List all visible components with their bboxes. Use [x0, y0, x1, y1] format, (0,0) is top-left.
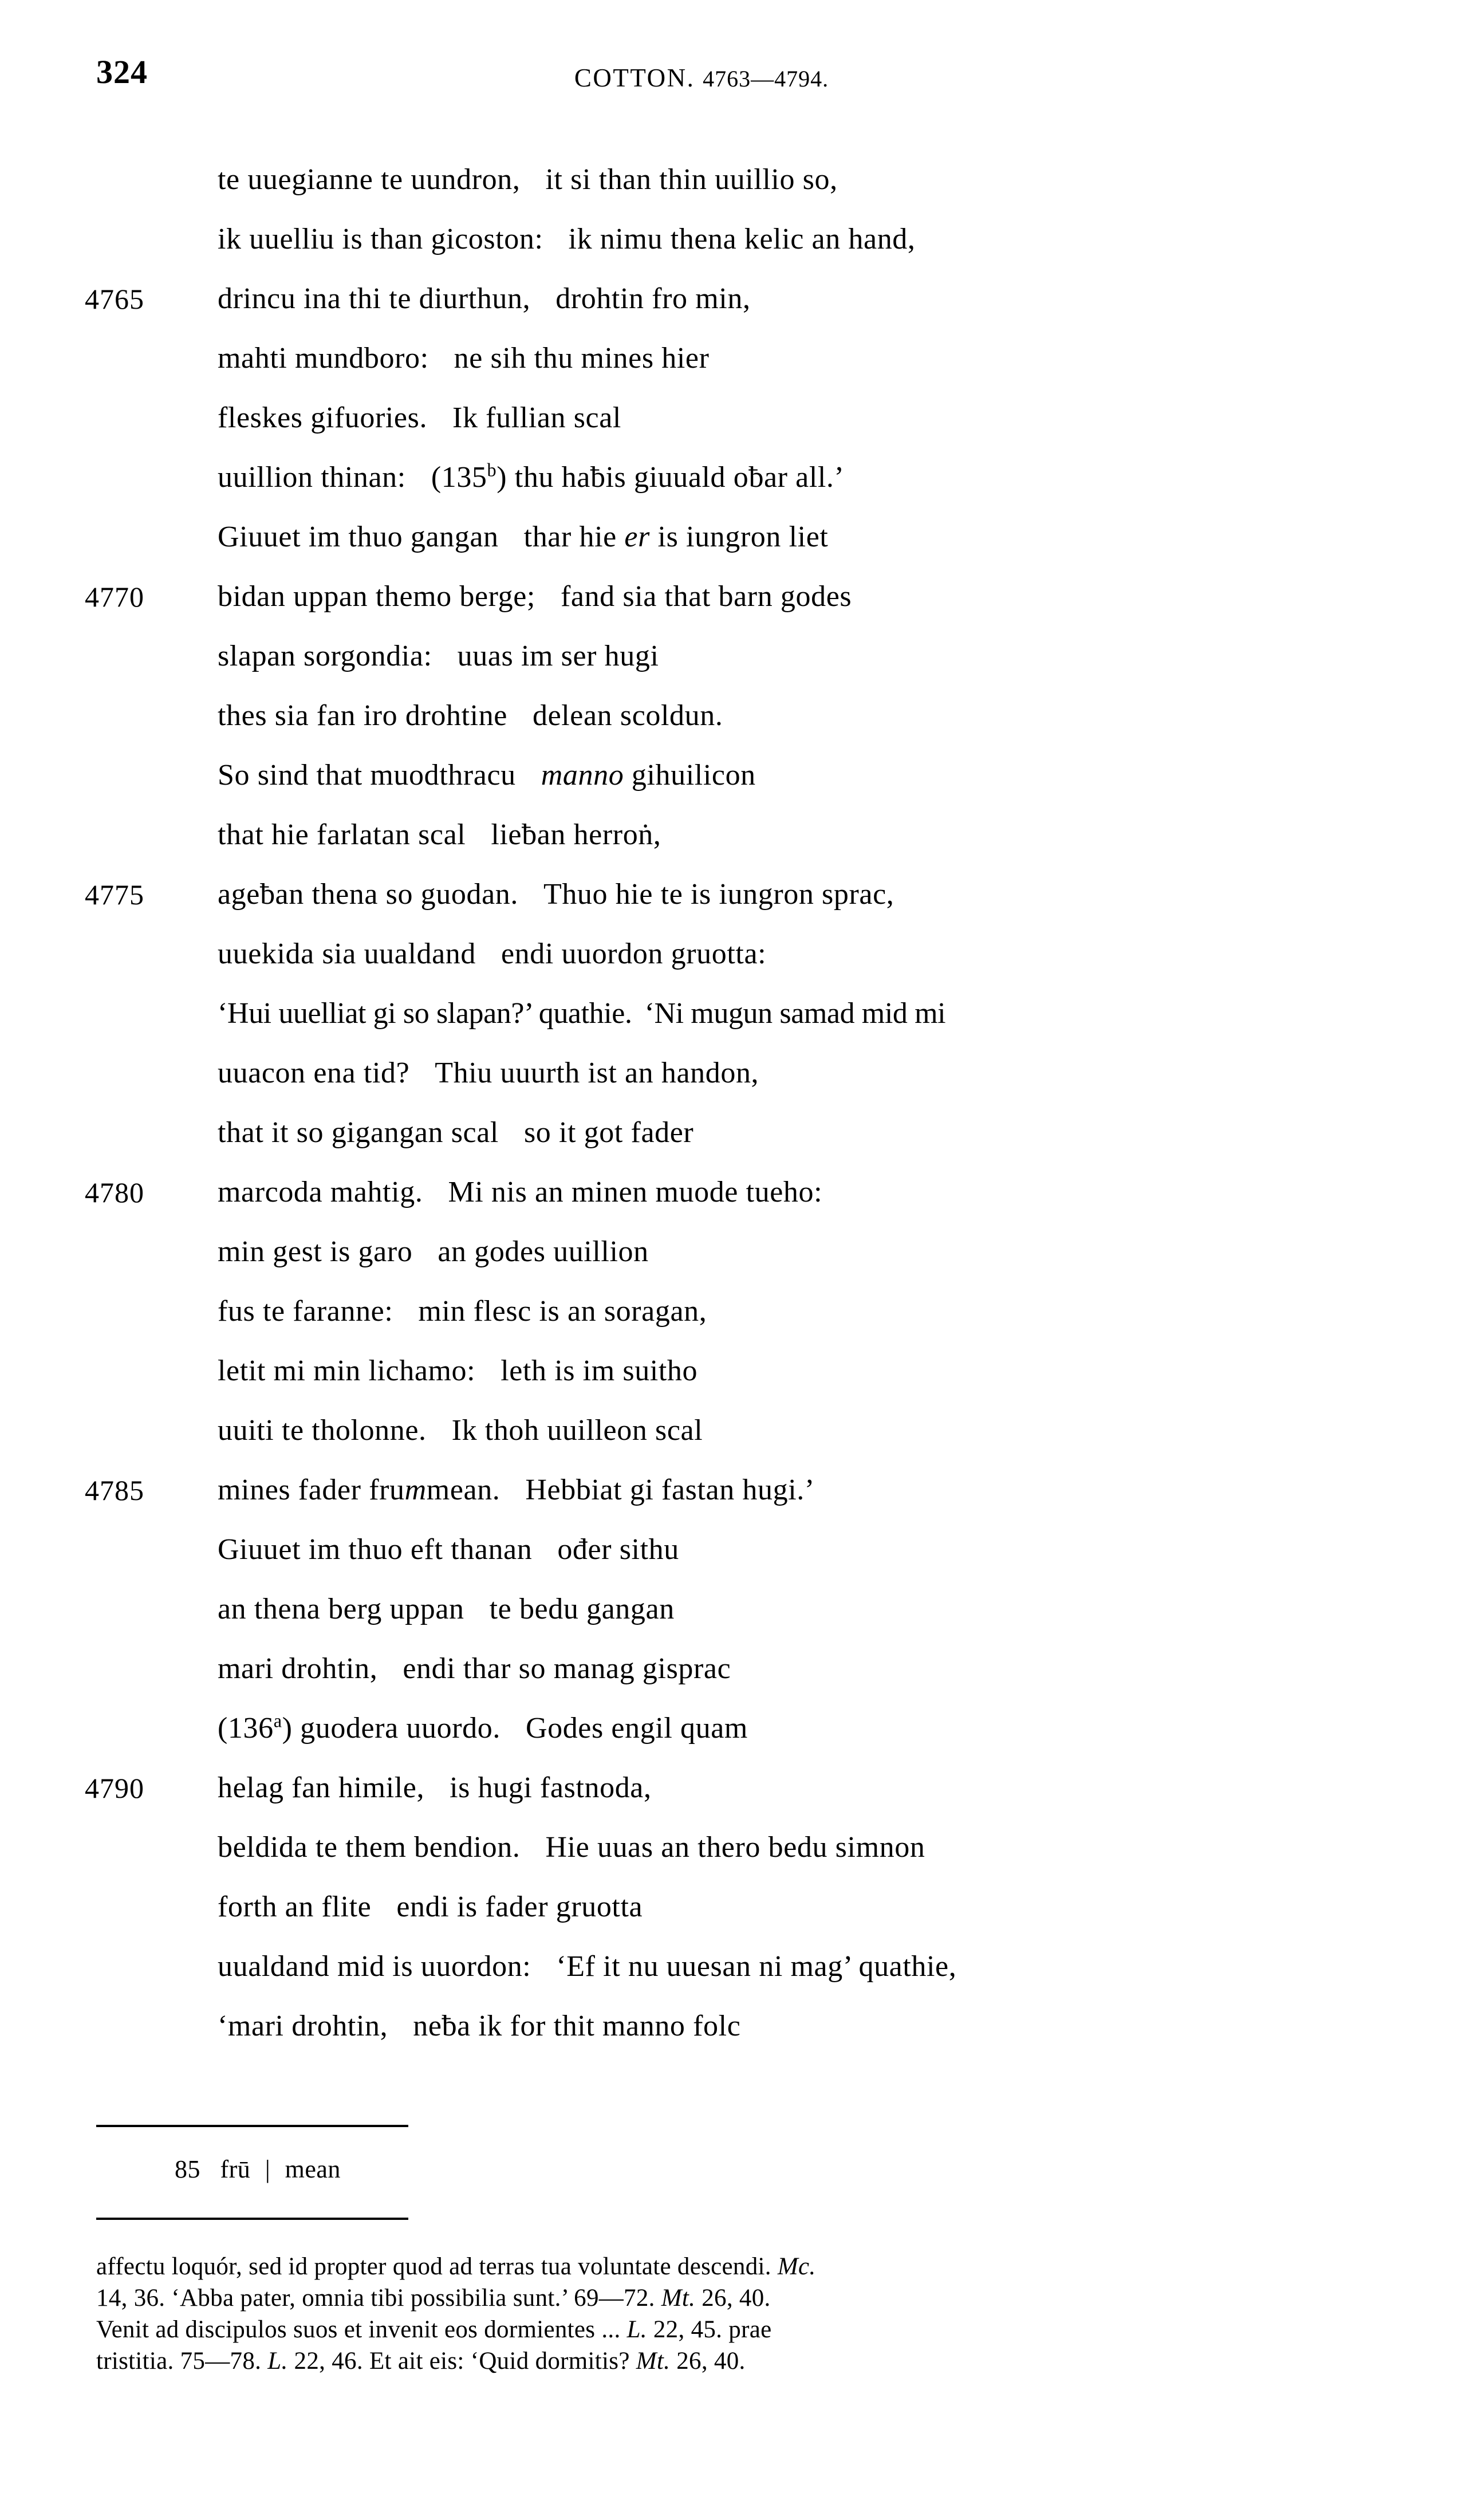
- latin-note-line: [96, 2251, 1413, 2282]
- apparatus-reading-a: frū: [220, 2155, 251, 2183]
- caesura-gap: [499, 1103, 524, 1163]
- latin-note-run: 26, 40.: [695, 2285, 771, 2312]
- verse-text-run: marcoda mahtig.: [218, 1176, 423, 1208]
- caesura-gap: [520, 1818, 545, 1877]
- verse-line: [0, 1818, 1466, 1877]
- running-head-line-range: 4763—4794.: [703, 66, 829, 92]
- caesura-gap: [412, 1222, 438, 1282]
- verse-line: [0, 1877, 1466, 1937]
- verse-line-text: [218, 746, 756, 805]
- verse-line-text: [218, 1044, 759, 1103]
- verse-text-run: ‘Ef it nu uuesan ni mag’ quathie,: [556, 1950, 957, 1983]
- verse-text-run: drohtin fro min,: [555, 282, 751, 315]
- verse-line: [0, 567, 1466, 627]
- verse-line: [0, 746, 1466, 805]
- latin-note-line: [96, 2282, 1413, 2314]
- verse-line-text: [218, 1520, 679, 1580]
- latin-note-run: 14, 36. ‘Abba pater, omnia tibi possibilia sunt.’ 69—72.: [96, 2285, 661, 2312]
- caesura-gap: [516, 746, 541, 805]
- verse-text-run: Mi nis an minen muode tueho:: [448, 1176, 823, 1208]
- verse-text-run: ik nimu thena kelic an hand,: [568, 223, 916, 255]
- verse-line-text: [218, 1401, 703, 1460]
- verse-text-run: uualdand mid is uuordon:: [218, 1950, 531, 1983]
- verse-text-run: fand sia that barn godes: [560, 580, 852, 613]
- caesura-gap: [393, 1282, 418, 1341]
- verse-line: [0, 1222, 1466, 1282]
- verse-text-run: min flesc is an soragan,: [418, 1295, 707, 1328]
- verse-line-number: 4785: [85, 1474, 144, 1506]
- verse-line: [0, 1401, 1466, 1460]
- verse-text-run: thes sia fan iro drohtine: [218, 699, 507, 732]
- verse-text-run: neƀa ik for thit manno folc: [413, 2010, 741, 2042]
- scripture-sigil: L.: [267, 2348, 288, 2375]
- verse-line-text: [218, 150, 838, 210]
- verse-text-run: So sind that muodthracu: [218, 759, 516, 792]
- verse-text-run: (136: [218, 1712, 274, 1745]
- verse-text-run: uuiti te tholonne.: [218, 1414, 427, 1447]
- verse-text-run: endi thar so manag gisprac: [403, 1652, 731, 1685]
- verse-text-run: te bedu gangan: [489, 1593, 675, 1625]
- verse-text-run: uuillion thinan:: [218, 461, 406, 494]
- verse-line-text: [218, 1997, 740, 2056]
- running-head-sigil: COTTON.: [574, 64, 695, 92]
- verse-line-number: 4780: [85, 1176, 144, 1208]
- verse-text-run: thar hie: [523, 521, 625, 553]
- caesura-gap: [507, 686, 533, 746]
- latin-note-run: affectu loquór, sed id propter quod ad terras tua voluntate descendi.: [96, 2253, 778, 2280]
- verse-line: [0, 1282, 1466, 1341]
- verse-line: [0, 1460, 1466, 1520]
- verse-text-run: ‘Hui uuelliat gi so slapan?’ quathie.: [218, 997, 632, 1030]
- verse-line-text: [218, 567, 852, 627]
- verse-line-text: [218, 507, 828, 567]
- verse-line-text: [218, 865, 894, 924]
- verse-text-run: fus te faranne:: [218, 1295, 393, 1328]
- verse-line-text: [218, 210, 916, 269]
- verse-text-run: uuas im ser hugi: [457, 640, 659, 672]
- verse-text-run: drincu ina thi te diurthun,: [218, 282, 531, 315]
- caesura-gap: [530, 269, 555, 329]
- verse-line-text: [218, 984, 945, 1044]
- emphasis-text: manno: [541, 759, 624, 792]
- verse-text-run: mari drohtin,: [218, 1652, 378, 1685]
- caesura-gap: [464, 1580, 490, 1639]
- emphasis-text: er: [624, 521, 650, 553]
- latin-note-run: 22, 46. Et ait eis: ‘Quid dormitis?: [287, 2348, 636, 2375]
- verse-line: [0, 865, 1466, 924]
- scripture-sigil: Mc.: [777, 2253, 816, 2280]
- caesura-gap: [423, 1163, 448, 1222]
- apparatus-line-number: 85: [175, 2155, 200, 2183]
- verse-line: [0, 1699, 1466, 1758]
- scripture-sigil: Mt.: [661, 2285, 696, 2312]
- verse-line-number: 4790: [85, 1772, 144, 1804]
- verse-line: [0, 1997, 1466, 2056]
- verse-text-run: bidan uppan themo berge;: [218, 580, 535, 613]
- latin-note-run: 22, 45. prae: [647, 2316, 772, 2343]
- apparatus-note: [175, 2155, 341, 2184]
- caesura-gap: [432, 627, 458, 686]
- verse-text-run: beldida te them bendion.: [218, 1831, 521, 1864]
- folio-superscript: b: [487, 459, 497, 481]
- verse-text-run: Ik thoh uuilleon scal: [451, 1414, 703, 1447]
- verse-text-run: that it so gigangan scal: [218, 1116, 499, 1149]
- verse-line: [0, 1580, 1466, 1639]
- caesura-gap: [532, 1520, 557, 1580]
- verse-line-number: 4765: [85, 283, 144, 315]
- apparatus-rule-bottom: [96, 2218, 408, 2220]
- verse-line: [0, 507, 1466, 567]
- verse-text-run: is hugi fastnoda,: [450, 1771, 652, 1804]
- verse-text-run: delean scoldun.: [532, 699, 723, 732]
- verse-line-text: [218, 1341, 697, 1401]
- verse-line: [0, 1103, 1466, 1163]
- verse-line: [0, 686, 1466, 746]
- verse-text-run: gihuilicon: [624, 759, 756, 792]
- verse-body: [0, 150, 1466, 2056]
- caesura-gap: [501, 1699, 526, 1758]
- verse-text-run: min gest is garo: [218, 1235, 413, 1268]
- caesura-gap: [427, 1401, 452, 1460]
- verse-text-run: fleskes gifuories.: [218, 401, 428, 434]
- verse-line-text: [218, 1580, 675, 1639]
- scripture-sigil: L.: [626, 2316, 647, 2343]
- verse-line: [0, 1520, 1466, 1580]
- caesura-gap: [476, 924, 501, 984]
- verse-line: [0, 388, 1466, 448]
- verse-text-run: Hebbiat gi fastan hugi.’: [525, 1474, 815, 1506]
- caesura-gap: [500, 1460, 525, 1520]
- verse-text-run: ođer sithu: [557, 1533, 679, 1566]
- verse-line: [0, 1937, 1466, 1997]
- verse-text-run: Godes engil quam: [525, 1712, 748, 1745]
- verse-line: [0, 1341, 1466, 1401]
- verse-line: [0, 1163, 1466, 1222]
- verse-line-text: [218, 388, 621, 448]
- verse-text-run: Giuuet im thuo gangan: [218, 521, 499, 553]
- verse-line: [0, 150, 1466, 210]
- latin-note-line: [96, 2314, 1413, 2345]
- verse-line-number: 4775: [85, 879, 144, 911]
- verse-text-run: Thuo hie te is iungron sprac,: [543, 878, 894, 911]
- verse-text-run: slapan sorgondia:: [218, 640, 432, 672]
- verse-text-run: so it got fader: [523, 1116, 694, 1149]
- caesura-gap: [475, 1341, 501, 1401]
- caesura-gap: [409, 1044, 435, 1103]
- verse-line: [0, 269, 1466, 329]
- verse-text-run: Giuuet im thuo eft thanan: [218, 1533, 533, 1566]
- verse-line-text: [218, 1818, 925, 1877]
- verse-line-text: [218, 1758, 652, 1818]
- verse-text-run: Thiu uuurth ist an handon,: [435, 1057, 759, 1089]
- verse-line-text: [218, 1460, 815, 1520]
- caesura-gap: [427, 388, 452, 448]
- verse-text-run: ) guodera uuordo.: [282, 1712, 501, 1745]
- verse-text-run: an thena berg uppan: [218, 1593, 464, 1625]
- verse-line: [0, 1639, 1466, 1699]
- verse-text-run: mahti mundboro:: [218, 342, 429, 375]
- verse-text-run: is iungron liet: [649, 521, 829, 553]
- latin-note-run: tristitia. 75—78.: [96, 2348, 268, 2375]
- verse-text-run: endi is fader gruotta: [396, 1891, 643, 1923]
- verse-line-text: [218, 1282, 707, 1341]
- running-head: [0, 0, 1466, 92]
- emphasis-text: m: [404, 1474, 427, 1506]
- verse-line-text: [218, 686, 723, 746]
- verse-text-run: that hie farlatan scal: [218, 818, 466, 851]
- verse-text-run: uuacon ena tid?: [218, 1057, 410, 1089]
- latin-note-line: [96, 2345, 1413, 2377]
- caesura-gap: [377, 1639, 403, 1699]
- latin-note-run: 26, 40.: [670, 2348, 746, 2375]
- verse-line-text: [218, 1163, 822, 1222]
- verse-text-run: it si than thin uuillio so,: [545, 163, 838, 196]
- verse-line-text: [218, 448, 844, 507]
- verse-text-run: mines fader fru: [218, 1474, 405, 1506]
- verse-text-run: ) thu haƀis giuuald oƀar all.’: [496, 461, 845, 494]
- verse-line: [0, 210, 1466, 269]
- verse-line: [0, 984, 1466, 1044]
- latin-note-run: Venit ad discipulos suos et invenit eos dormientes ...: [96, 2316, 627, 2343]
- caesura-gap: [406, 448, 431, 507]
- verse-line-text: [218, 805, 661, 865]
- caesura-gap: [531, 1937, 556, 1997]
- verse-line-text: [218, 329, 710, 388]
- verse-text-run: Hie uuas an thero bedu simnon: [545, 1831, 925, 1864]
- verse-text-run: ne sih thu mines hier: [454, 342, 710, 375]
- verse-line-text: [218, 1103, 693, 1163]
- caesura-gap: [466, 805, 491, 865]
- verse-line: [0, 329, 1466, 388]
- caesura-gap: [424, 1758, 450, 1818]
- verse-line-text: [218, 1937, 956, 1997]
- caesura-gap: [388, 1997, 413, 2056]
- caesura-gap: [518, 865, 543, 924]
- apparatus-rule-top: [96, 2125, 408, 2127]
- caesura-gap: [429, 329, 454, 388]
- scripture-sigil: Mt.: [636, 2348, 671, 2375]
- verse-text-run: lieƀan herroṅ,: [491, 818, 661, 851]
- verse-line-text: [218, 1222, 649, 1282]
- caesura-gap: [543, 210, 569, 269]
- verse-line-text: [218, 1877, 643, 1937]
- verse-line: [0, 448, 1466, 507]
- folio-superscript: a: [273, 1710, 282, 1731]
- caesura-gap: [632, 984, 645, 1044]
- verse-text-run: mean.: [426, 1474, 501, 1506]
- latin-source-notes: [96, 2251, 1413, 2377]
- verse-text-run: ‘Ni mugun samad mid mi: [644, 997, 946, 1030]
- apparatus-reading-b: mean: [285, 2155, 341, 2183]
- verse-text-run: te uuegianne te uundron,: [218, 163, 521, 196]
- verse-line: [0, 627, 1466, 686]
- page-number: 324: [96, 53, 148, 90]
- verse-text-run: an godes uuillion: [438, 1235, 649, 1268]
- verse-text-run: helag fan himile,: [218, 1771, 425, 1804]
- verse-line-number: 4770: [85, 581, 144, 613]
- caesura-gap: [535, 567, 561, 627]
- verse-text-run: forth an flite: [218, 1891, 372, 1923]
- verse-text-run: ik uuelliu is than gicoston:: [218, 223, 543, 255]
- verse-line-text: [218, 1699, 748, 1758]
- verse-line-text: [218, 924, 766, 984]
- verse-text-run: ageƀan thena so guodan.: [218, 878, 518, 911]
- verse-text-run: Ik fullian scal: [452, 401, 621, 434]
- verse-text-run: ‘mari drohtin,: [218, 2010, 388, 2042]
- verse-line-text: [218, 1639, 731, 1699]
- verse-line: [0, 924, 1466, 984]
- verse-line-text: [218, 627, 659, 686]
- caesura-gap: [499, 507, 524, 567]
- verse-text-run: letit mi min lichamo:: [218, 1354, 476, 1387]
- verse-line-text: [218, 269, 751, 329]
- verse-text-run: leth is im suitho: [501, 1354, 698, 1387]
- caesura-gap: [371, 1877, 396, 1937]
- verse-line: [0, 1044, 1466, 1103]
- verse-text-run: (135: [431, 461, 487, 494]
- running-head-title: [0, 63, 1466, 93]
- caesura-gap: [520, 150, 545, 210]
- verse-text-run: endi uuordon gruotta:: [501, 938, 767, 970]
- verse-text-run: uuekida sia uualdand: [218, 938, 476, 970]
- apparatus-separator: |: [265, 2155, 271, 2183]
- verse-line: [0, 805, 1466, 865]
- verse-line: [0, 1758, 1466, 1818]
